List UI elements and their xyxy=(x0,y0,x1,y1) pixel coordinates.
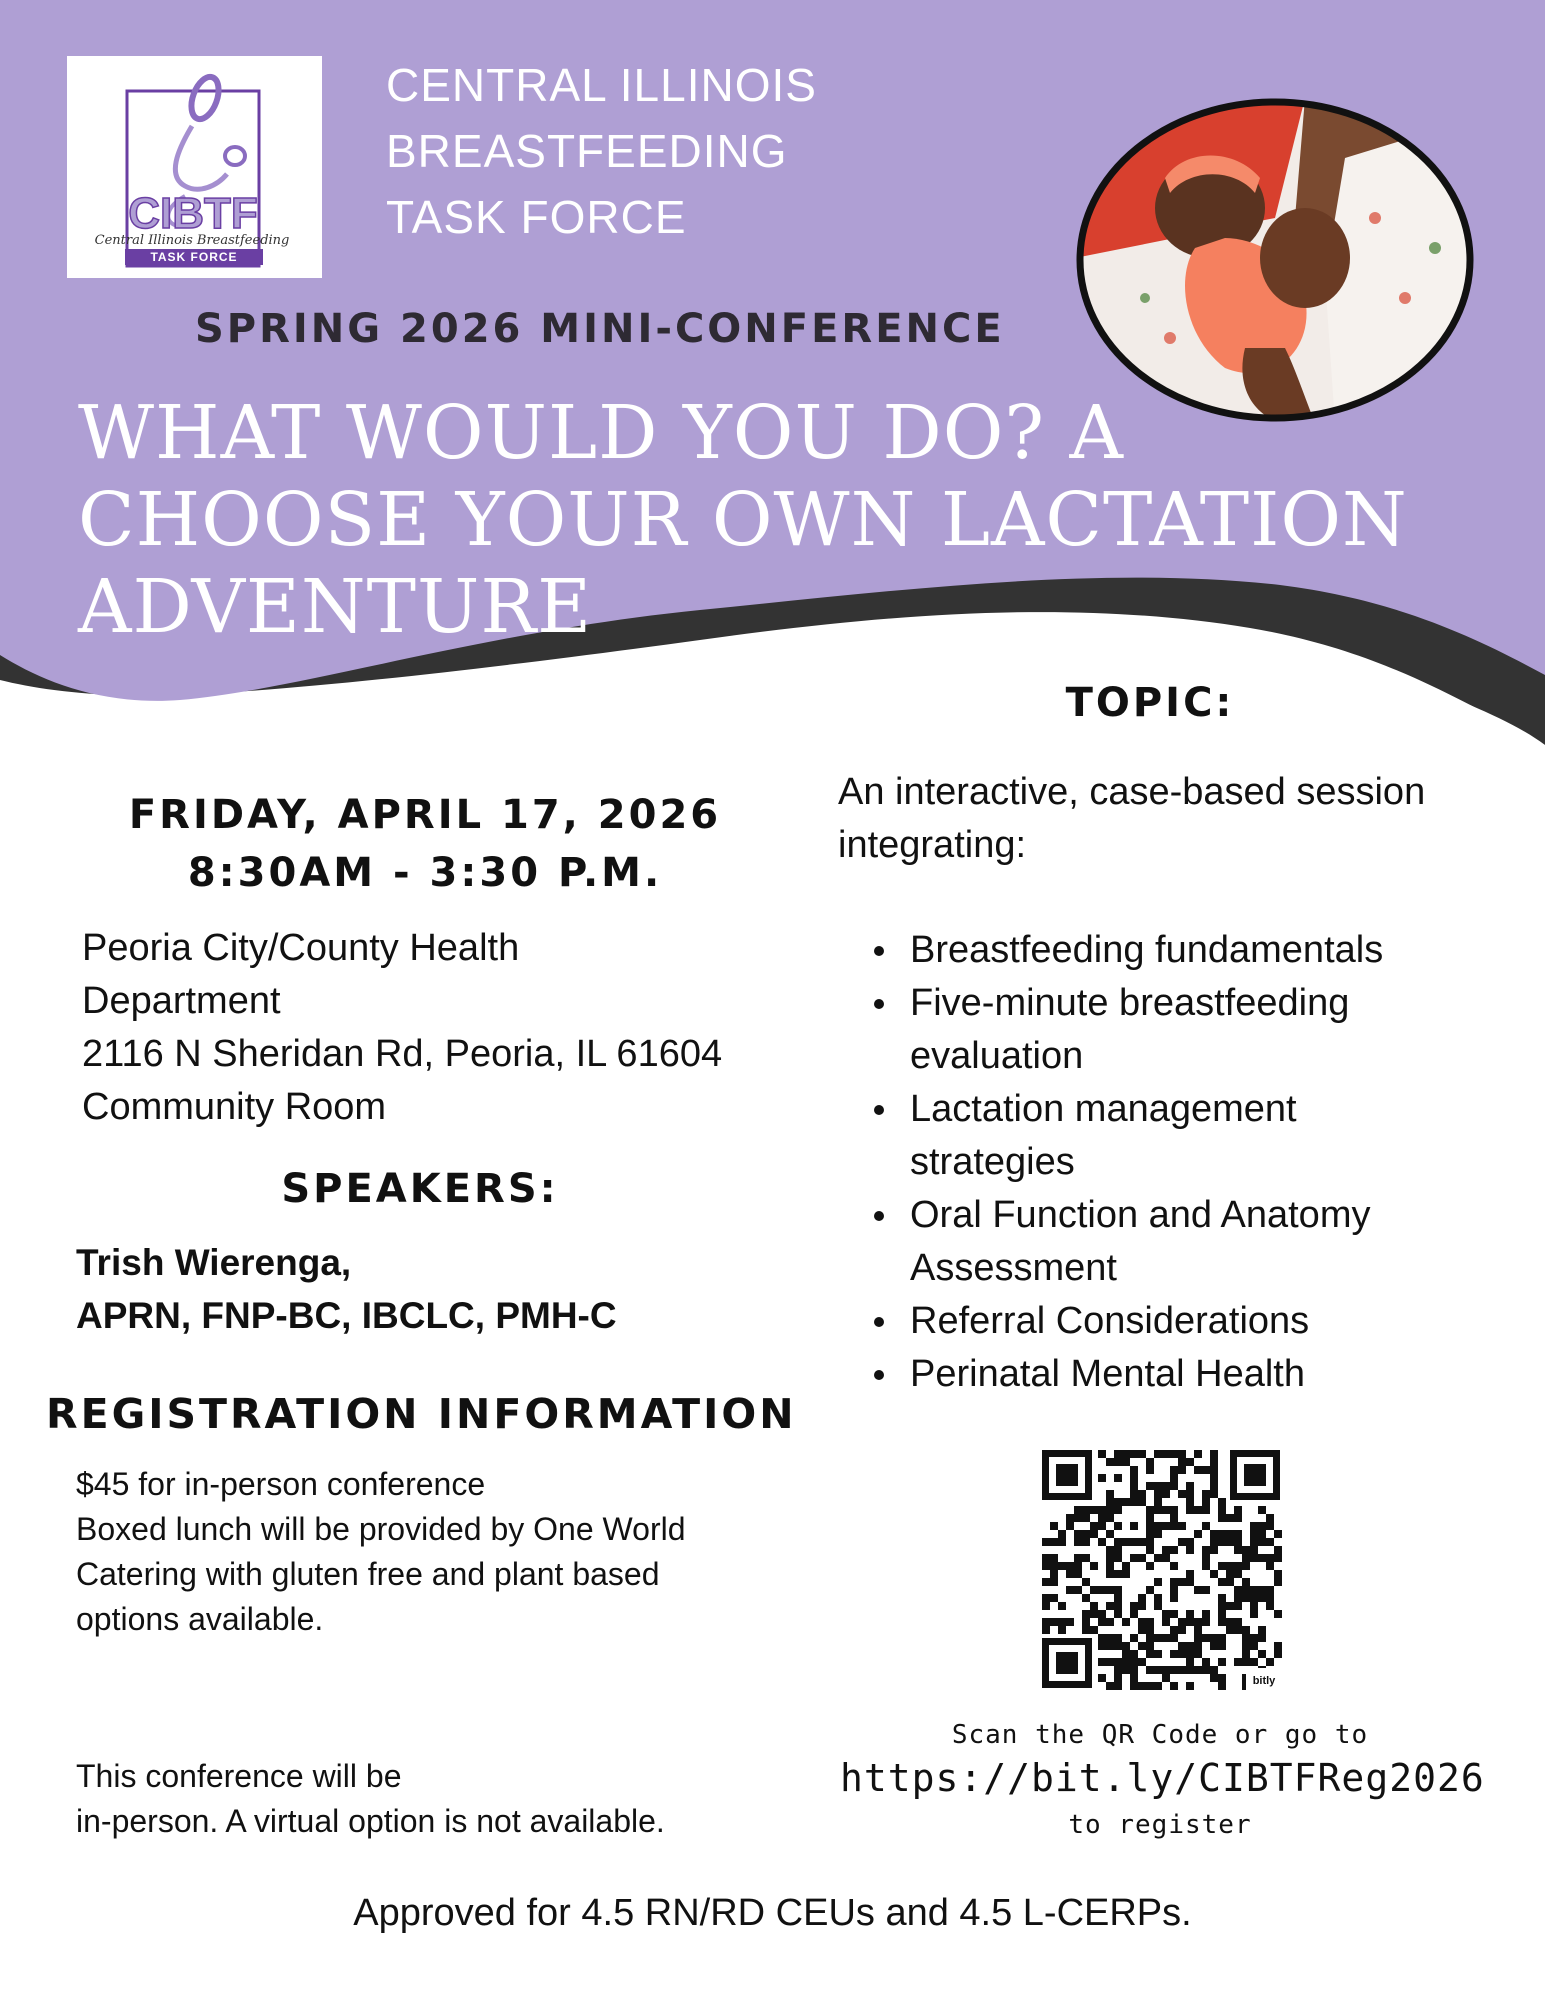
bullet-icon xyxy=(874,1105,884,1115)
title-line1: WHAT WOULD YOU DO? A xyxy=(78,390,1124,476)
in-person-note-line1: This conference will be xyxy=(76,1758,402,1794)
logo-band: TASK FORCE xyxy=(150,250,238,264)
speaker-credentials: APRN, FNP-BC, IBCLC, PMH-C xyxy=(76,1295,617,1336)
qr-brand: bitly xyxy=(1252,1675,1276,1687)
registration-price: $45 for in-person conference xyxy=(76,1466,486,1502)
logo-script: Central Illinois Breastfeeding xyxy=(94,233,290,248)
topic-item: Referral Considerations xyxy=(870,1295,1510,1348)
topic-item: Oral Function and Anatomy Assessment xyxy=(870,1189,1510,1295)
qr-instructions: Scan the QR Code or go to xyxy=(951,1720,1369,1750)
registration-details xyxy=(76,1462,776,1642)
registration-heading: REGISTRATION INFORMATION xyxy=(46,1390,797,1438)
ceu-approval: Approved for 4.5 RN/RD CEUs and 4.5 L-CERPs. xyxy=(353,1892,1192,1934)
title-line3: ADVENTURE xyxy=(78,564,593,650)
org-name-line3: TASK FORCE xyxy=(386,191,687,243)
topic-item: Lactation management strategies xyxy=(870,1083,1510,1189)
bullet-icon xyxy=(874,1211,884,1221)
topic-item: Perinatal Mental Health xyxy=(870,1348,1510,1401)
org-name-line2: BREASTFEEDING xyxy=(386,125,788,177)
event-time: 8:30AM - 3:30 P.M. xyxy=(187,850,663,896)
registration-line3: Catering with gluten free and plant based xyxy=(76,1556,660,1592)
registration-link[interactable]: https://bit.ly/CIBTFReg2026 xyxy=(840,1756,1485,1800)
registration-line4: options available. xyxy=(76,1601,324,1637)
topic-heading: TOPIC: xyxy=(1065,680,1235,726)
bullet-icon xyxy=(874,1370,884,1380)
registration-qr-code[interactable] xyxy=(1040,1448,1282,1690)
speaker-name: Trish Wierenga, xyxy=(76,1242,352,1283)
cibtf-logo xyxy=(67,56,322,278)
event-datetime xyxy=(80,786,770,902)
venue-line3: 2116 N Sheridan Rd, Peoria, IL 61604 xyxy=(82,1033,723,1075)
organization-name xyxy=(386,52,906,250)
event-venue xyxy=(82,922,782,1134)
topic-item: Five-minute breastfeeding evaluation xyxy=(870,977,1510,1083)
topic-item: Breastfeeding fundamentals xyxy=(870,924,1510,977)
venue-line4: Community Room xyxy=(82,1086,387,1128)
in-person-note-line2: in-person. A virtual option is not available. xyxy=(76,1803,665,1839)
register-caption: to register xyxy=(1068,1810,1252,1840)
registration-line2: Boxed lunch will be provided by One World xyxy=(76,1511,686,1547)
in-person-note xyxy=(76,1754,776,1844)
logo-acronym: CIBTF xyxy=(128,189,258,238)
bullet-icon xyxy=(874,946,884,956)
venue-line2: Department xyxy=(82,980,281,1022)
org-name-line1: CENTRAL ILLINOIS xyxy=(386,59,817,111)
speaker-info xyxy=(76,1236,776,1342)
venue-line1: Peoria City/County Health xyxy=(82,927,520,969)
topic-intro-line2: integrating: xyxy=(838,824,1027,866)
bullet-icon xyxy=(874,999,884,1009)
breastfeeding-photo xyxy=(1075,98,1475,423)
title-line2: CHOOSE YOUR OWN LACTATION xyxy=(78,477,1408,563)
topic-intro-line1: An interactive, case-based session xyxy=(838,771,1426,813)
topic-list xyxy=(870,924,1510,1401)
event-date: FRIDAY, APRIL 17, 2026 xyxy=(128,792,722,838)
speakers-heading: SPEAKERS: xyxy=(281,1166,559,1212)
bullet-icon xyxy=(874,1317,884,1327)
topic-intro xyxy=(838,766,1518,872)
conference-subtitle: SPRING 2026 MINI-CONFERENCE xyxy=(195,306,1005,352)
conference-title xyxy=(78,390,1518,651)
